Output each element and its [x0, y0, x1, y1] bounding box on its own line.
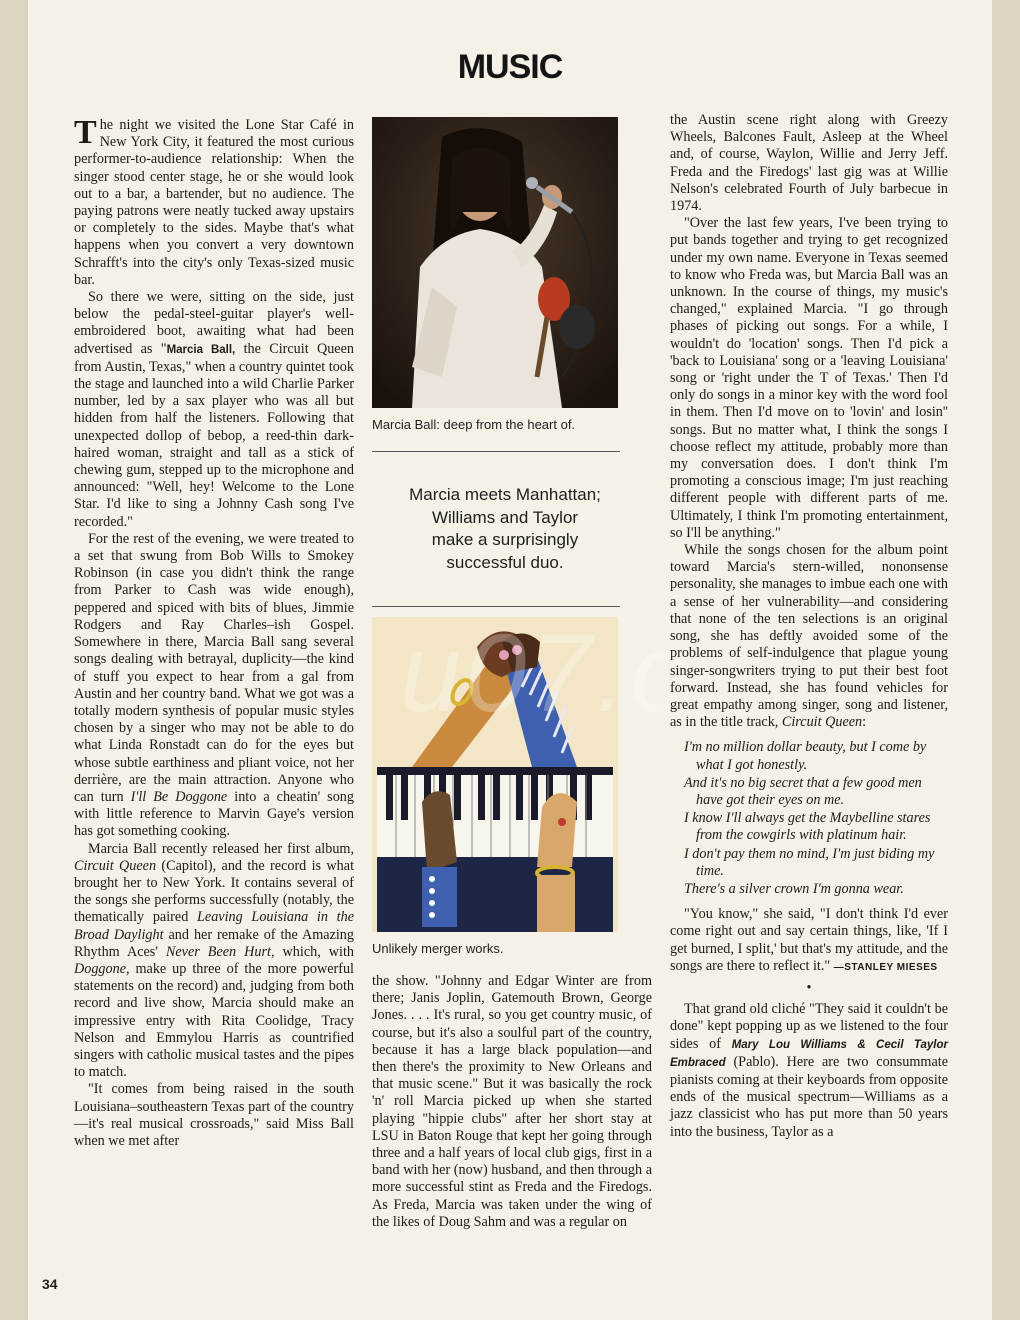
song-title: Leaving Louisiana in the Broad Daylight [74, 909, 354, 943]
lyric-line: I don't pay them no mind, I'm just biding my time. [684, 845, 935, 879]
paragraph: the show. "Johnny and Edgar Winter are from there; Janis Joplin, Gatemouth Brown, George Jones. . . . It's rural, so you get country music, of course, but it's also a soulful part of the country, because it has a large black population—and then there's the proximity to New Orleans and that music scene." But it was basically the rock 'n' roll Marcia picked up when she started playing "hippie clubs" after her short stay at LSU in Baton Rouge that kept her going through three and a half years of local club gigs, first in a band with her (now) husband, and then through a more successful stint as Freda and the Firedogs. As Freda, Marcia was taken under the wing of the likes of Doug Sahm and was a regular on [372, 973, 652, 1230]
song-title: Doggone [74, 960, 127, 977]
article-column-3 [670, 112, 948, 1141]
pull-quote-line: Williams and Taylor [431, 507, 579, 527]
section-title: MUSIC [457, 48, 563, 86]
lyric-line: And it's no big secret that a few good men have got their eyes on me. [684, 774, 922, 808]
lyric-line: I know I'll always get the Maybelline stares from the cowgirls with platinum hair. [684, 810, 931, 844]
paragraph: That grand old cliché "They said it couldn't be done" kept popping up as we listened to the four sides of Mary Lou Williams & Cecil Taylor Embraced (Pablo). Here are two consummate pianists coming at their keyboards from opposite ends of the musical spectrum—Williams as a jazz classicist who has put more than 50 years into the business, Taylor as a [670, 1001, 948, 1140]
lyric-line: There's a silver crown I'm gonna wear. [684, 880, 904, 897]
song-title: I'll Be Doggone [130, 788, 228, 805]
singer-photo-image [372, 117, 618, 408]
illustration-caption: Unlikely merger works. [372, 941, 504, 956]
lyrics-block [670, 739, 948, 898]
drop-cap: T [74, 114, 97, 151]
divider-rule [372, 606, 620, 607]
page-right-edge [992, 0, 1020, 1320]
paragraph: the Austin scene right along with Greezy Wheels, Balcones Fault, Asleep at the Wheel and, of course, Waylon, Willie and Jerry Jeff. Freda and the Firedogs' last gig was at Willie Nelson's celebrated Fourth of July barbecue in 1974. [670, 112, 948, 215]
paragraph: "You know," she said, "I don't think I'd ever come right out and say certain things, like, 'If I get burned, I split,' but that's my attitude, and the songs are there to reflect it." —STANLEY MIESES [670, 906, 948, 974]
paragraph: For the rest of the evening, we were treated to a set that swung from Bob Wills to Smokey Robinson (in case you didn't think the range from Parker to Cash was wide enough), peppered and spiced with bits of blues, Jimmie Rodgers and Ray Charles–ish Gospel. Somewhere in there, Marcia Ball sang several songs dealing with betrayal, duplicity—the kind of stuff you expect to hear from a gal from Austin and her country band. What we got was a totally modern synthesis of popular music styles chosen by a singer who may not be able to do what Linda Ronstadt can do for the eyes but whose subtle earthiness and pliant voice, not her derrière, are the main attraction. Anyone who can turn I'll Be Doggone into a cheatin' song with little reference to Marvin Gaye's version has got something cooking. [74, 530, 354, 840]
album-title: Circuit Queen [74, 857, 157, 874]
page-left-edge [0, 0, 28, 1320]
paragraph: So there we were, sitting on the side, just below the pedal-steel-guitar player's well-embroidered boot, awaiting what had been advertised as "Marcia Ball, the Circuit Queen from Austin, Texas," when a country quintet took the stage and launched into a wild Charlie Parker number, led by a sax player who was all but hidden from half the listeners. Following that unexpected dollop of bebop, a reed-thin dark-haired woman, straight and tall as a stick of chewing gum, stepped up to the microphone and announced: "Well, hey! Welcome to the Lone Star. I'd like to sing a Johnny Cash song I've recorded." [74, 289, 354, 530]
pull-quote-line: Marcia meets Manhattan; [409, 485, 601, 504]
paragraph: "Over the last few years, I've been trying to put bands together and trying to get recognized under my own name. Everyone in Texas seemed to know who Freda was, but Marcia Ball was an unknown. In the course of things, my music's changed," explained Marcia. "I go through phases of picking out songs. For a while, I wouldn't do 'location' songs. Then I'd pick a 'back to Louisiana' song or a 'leaving Louisiana' song or 'right under the T of Texas.' Then I'd only do songs in a minor key with the word fool in them. Then I'd move on to 'lovin' and losin'' songs. But no matter what, I think the songs I choose reflect my attitude, probably more than my conversation does. I don't think I'm promoting a conscious image; I'm just reaching different people with different parts of me. Ultimately, I think I'm promoting entertainment, so I'll be anything." [670, 215, 948, 541]
song-title: Circuit Queen [781, 714, 863, 731]
paragraph: While the songs chosen for the album point toward Marcia's stern-willed, nononsense personality, she manages to imbue each one with a sense of her vulnerability—and considering that none of the ten selections is an original song, she has deftly avoided some of the problems of self-indulgence that plague young singer-songwriters trying to put their best foot forward. Instead, she has found vehicles for great empathy among singer, song and listener, as in the title track, Circuit Queen: [670, 542, 948, 731]
divider-rule [372, 451, 620, 452]
pull-quote-line: make a surprisingly [431, 530, 579, 549]
byline: —STANLEY MIESES [833, 961, 938, 973]
watermark: u07.c [400, 612, 690, 735]
artist-name: Marcia Ball, [166, 343, 236, 356]
article-column-1 [74, 114, 355, 1150]
photo-marcia-ball [372, 117, 618, 408]
photo-caption: Marcia Ball: deep from the heart of. [372, 417, 576, 432]
article-column-2 [372, 973, 652, 1231]
paragraph: "It comes from being raised in the south Louisiana–southeastern Texas part of the country—it's real musical crossroads," said Miss Ball when we met after [74, 1081, 354, 1149]
lyric-line: I'm no million dollar beauty, but I come by what I got honestly. [684, 739, 927, 773]
song-title: Never Been Hurt [165, 943, 271, 960]
section-bullet: • [806, 979, 812, 996]
pull-quote-line: successful duo. [446, 552, 564, 572]
paragraph: Marcia Ball recently released her first album, Circuit Queen (Capitol), and the record is what brought her to New York. It contains several of the songs she performs successfully (notably, the thematically paired Leaving Louisiana in the Broad Daylight and her remake of the Amazing Rhythm Aces' Never Been Hurt, which, with Doggone, make up three of the more powerful statements on the record) and, judging from both record and live show, Marcia should make an impressive entry with Rita Coolidge, Tracy Nelson and Emmylou Harris as countrified singers with catholic musical tastes and the pipes to match. [74, 840, 355, 1081]
pull-quote [390, 484, 620, 574]
page-number: 34 [42, 1276, 58, 1292]
paragraph: The night we visited the Lone Star Café in New York City, it featured the most curious performer-to-audience relationship: When the singer stood center stage, he or she would look out to a bar, a bartender, but no audience. The paying patrons were neatly tucked away upstairs or completely to the sides. Maybe that's what happens when you convert a very downtown Schrafft's into the city's only Texas-sized music bar. [74, 114, 354, 288]
album-title: Mary Lou Williams & Cecil Taylor Embraced [670, 1038, 948, 1069]
